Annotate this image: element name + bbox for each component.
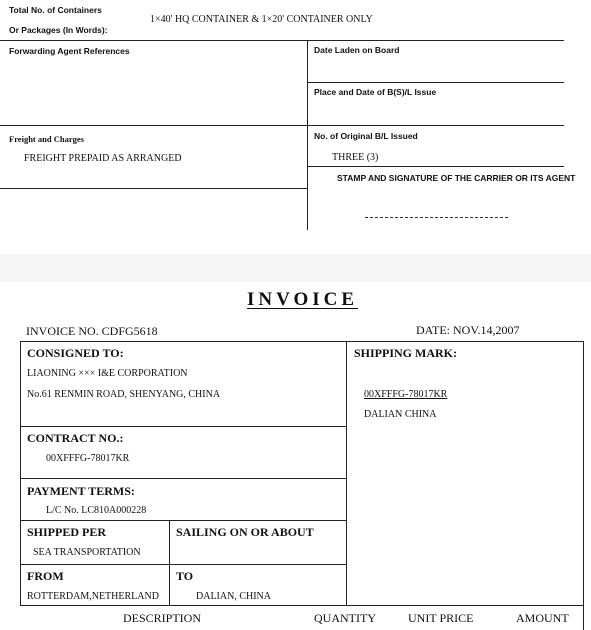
original-bl-label: No. of Original B/L Issued bbox=[314, 131, 418, 141]
consignee-address: No.61 RENMIN ROAD, SHENYANG, CHINA bbox=[27, 389, 221, 400]
contract-no-value: 00XFFFG-78017KR bbox=[46, 453, 130, 464]
divider bbox=[20, 478, 346, 479]
consignee-name: LIAONING ××× I&E CORPORATION bbox=[27, 368, 188, 379]
to-value: DALIAN, CHINA bbox=[196, 591, 271, 602]
payment-terms-label: PAYMENT TERMS: bbox=[27, 484, 135, 498]
divider bbox=[20, 520, 346, 521]
stamp-signature-label: STAMP AND SIGNATURE OF THE CARRIER OR ITS AGENT bbox=[337, 173, 576, 183]
invoice-number: INVOICE NO. CDFG5618 bbox=[26, 324, 158, 338]
to-label: TO bbox=[176, 569, 194, 583]
shipped-per-value: SEA TRANSPORTATION bbox=[33, 547, 141, 558]
place-date-issue-label: Place and Date of B(S)/L Issue bbox=[314, 87, 437, 97]
total-containers-value: 1×40' HQ CONTAINER & 1×20' CONTAINER ONLY bbox=[150, 14, 373, 25]
page-gap bbox=[0, 254, 591, 282]
column-header-description: DESCRIPTION bbox=[123, 611, 202, 625]
signature-line bbox=[365, 217, 508, 218]
divider bbox=[307, 166, 564, 167]
contract-no-label: CONTRACT NO.: bbox=[27, 431, 124, 445]
divider bbox=[307, 82, 564, 83]
table-border-right bbox=[583, 341, 584, 630]
invoice-date: DATE: NOV.14,2007 bbox=[416, 323, 520, 337]
column-header-amount: AMOUNT bbox=[516, 611, 569, 625]
forwarding-agent-label: Forwarding Agent References bbox=[9, 46, 130, 56]
consigned-to-label: CONSIGNED TO: bbox=[27, 346, 124, 360]
shipped-per-label: SHIPPED PER bbox=[27, 525, 107, 539]
divider bbox=[0, 188, 307, 189]
column-divider bbox=[307, 40, 308, 230]
payment-terms-value: L/C No. LC810A000228 bbox=[46, 505, 147, 516]
divider bbox=[20, 564, 346, 565]
column-divider bbox=[169, 520, 170, 605]
freight-charges-value: FREIGHT PREPAID AS ARRANGED bbox=[24, 153, 182, 164]
total-containers-label-line1: Total No. of Containers bbox=[9, 5, 102, 15]
divider bbox=[20, 605, 583, 606]
shipping-mark-code: 00XFFFG-78017KR bbox=[364, 389, 448, 400]
sailing-on-label: SAILING ON OR ABOUT bbox=[176, 525, 314, 539]
shipping-mark-label: SHIPPING MARK: bbox=[354, 346, 457, 360]
divider bbox=[20, 426, 346, 427]
date-laden-label: Date Laden on Board bbox=[314, 45, 400, 55]
divider bbox=[0, 125, 564, 126]
column-header-unit-price: UNIT PRICE bbox=[408, 611, 474, 625]
divider bbox=[0, 40, 564, 41]
column-divider bbox=[346, 341, 347, 605]
table-border-top bbox=[20, 341, 583, 342]
invoice-title: INVOICE bbox=[247, 289, 359, 310]
from-label: FROM bbox=[27, 569, 64, 583]
from-value: ROTTERDAM,NETHERLAND bbox=[27, 591, 159, 602]
table-border-left bbox=[20, 341, 21, 605]
total-containers-label-line2: Or Packages (In Words): bbox=[9, 25, 108, 35]
shipping-mark-place: DALIAN CHINA bbox=[364, 409, 437, 420]
original-bl-value: THREE (3) bbox=[332, 152, 379, 163]
freight-charges-label: Freight and Charges bbox=[9, 134, 84, 144]
column-header-quantity: QUANTITY bbox=[314, 611, 376, 625]
